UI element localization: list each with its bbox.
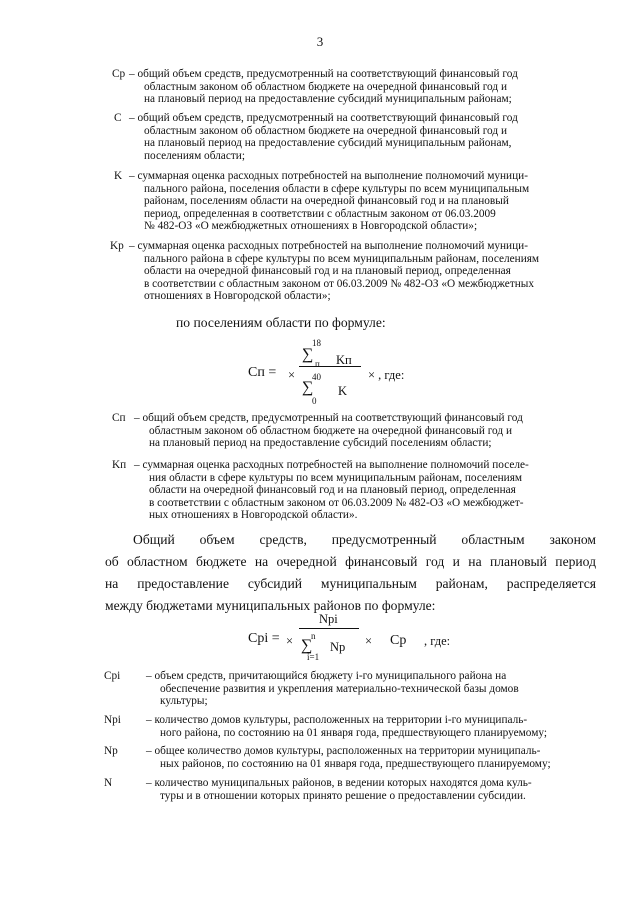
formula-intro: по поселениям области по формуле: [176, 315, 386, 330]
fraction-line [299, 628, 359, 629]
document-page: 3 Cр – общий объем средств, предусмотренный на соответствующий финансовый год областным законом об областном бюджете на очередной финансовый год и на плановый период на предоставление субсидий муниципальным районам; C – общий объем средств, предусмотренный на соответствующий финансовый год областным законом об областном бюджете на очередной финансовый год и на плановый период на предоставление субсидий муниципальным районам, поселениям области; K – суммарная оценка расходных потребностей на выполнение полномочий муници- пального района, поселения области в сфере культуры по всем муниципальным районам, поселениям области на очередной финансовый год и на плановый период, определенная в соответствии с областным законом от 06.03.2009 № 482-ОЗ «О межбюджетных отношениях в Новгородской области»; Kр – суммарная оценка расходных потребностей на выполнение полномочий муници- пального района в сфере культуры по всем муниципальным районам, поселениям области на очередной финансовый год и на плановый период, определенная в соответствии с областным законом от 06.03.2009 № 482-ОЗ «О межбюджетных отношениях в Новгородской области»; по поселениям области по формуле: Cп = × 18 ∑ п Kп 40 ∑ 0 K × , где: Cп – общий объем средств, предусмотренный на соответствующий финансовый год областным законом об областном бюджете на очередной финансовый год и на плановый период на предоставление субсидий поселениям области; Kп – суммарная оценка расходных потребностей на выполнение полномочий поселе- ния области в сфере культуры по всем муниципальным районам, поселениям области на очередной финансовый год и на плановый период, определенная в соответствии с областным законом от 06.03.2009 № 482-ОЗ «О межбюджет- ных отношениях в Новгородской области». Общий объем средств, предусмотренный областным законом об областном бюджете на очередной финансовый год и на плановый период на предоставление субсидий муниципальным районам, распределяется между бюджетами муниципальных районов по формуле: Cpi = × Npi n ∑ i=1 Np × Cр , где: Cpi – объем средств, причитающийся бюджету i-го муниципального района на обеспечение развития и укрепления материально-технической базы домов культуры; Npi – количество домов культуры, расположенных на территории i-го муниципаль- ного района, по состоянию на 01 января года, предшествующего планируемому; Np – общее количество домов культуры, расположенных на территории муниципаль- ных районов, по состоянию на 01 января года, предшествующего планируемому; N – количество муниципальных районов, в ведении которых находятся дома куль- туры и в отношении которых принято решение о предоставлении субсидии. [0, 0, 640, 905]
fraction-line [299, 366, 361, 367]
page-number: 3 [316, 34, 324, 49]
